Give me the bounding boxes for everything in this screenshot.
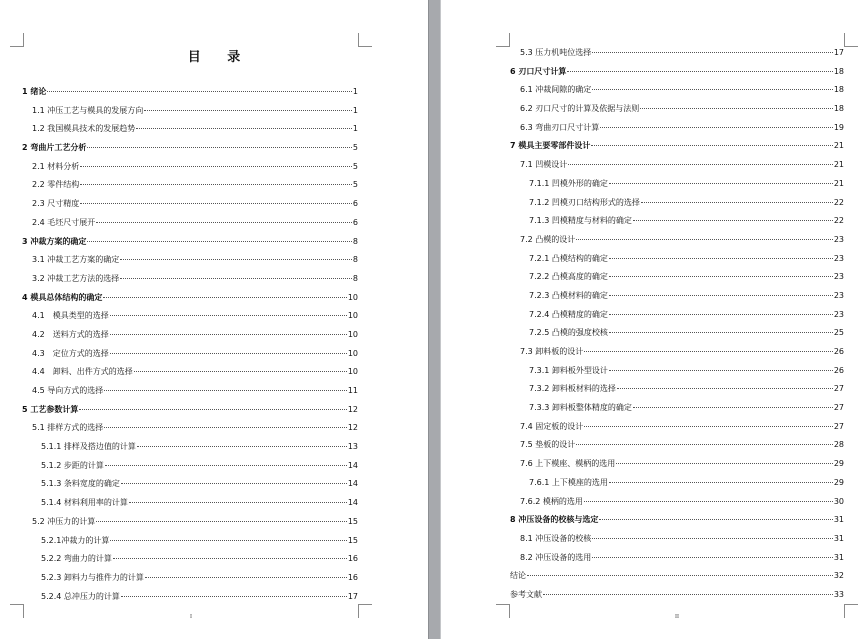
toc-page-number: 16	[347, 572, 358, 582]
toc-dot-leader	[110, 540, 346, 541]
document-page-left	[0, 0, 428, 639]
toc-entry-label: 7.1.1 凹模外形的确定	[529, 178, 608, 188]
toc-entry-label: 2.1 材料分析	[32, 161, 80, 171]
toc-dot-leader	[120, 278, 352, 279]
toc-page-number: 6	[352, 199, 358, 209]
toc-page-number: 12	[347, 404, 358, 414]
toc-dot-leader	[609, 295, 833, 296]
toc-entry-label: 3.2 冲裁工艺方法的选择	[32, 273, 120, 283]
toc-entry-label: 3 冲裁方案的确定	[22, 236, 87, 246]
toc-entry-label: 5.2.1冲裁力的计算	[41, 535, 110, 545]
toc-entry[interactable]	[22, 382, 358, 401]
toc-page-number: 5	[352, 161, 358, 171]
toc-entry[interactable]	[22, 120, 358, 139]
toc-entry[interactable]	[22, 139, 358, 158]
toc-page-number: 8	[352, 255, 358, 265]
toc-entry-label: 5.2.2 弯曲力的计算	[41, 554, 112, 564]
toc-dot-leader	[120, 259, 352, 260]
toc-entry[interactable]	[22, 345, 358, 364]
toc-entry-label: 1.2 我国模具技术的发展趋势	[32, 124, 136, 134]
document-page-right	[441, 0, 858, 639]
toc-entry[interactable]	[22, 419, 358, 438]
toc-entry[interactable]	[510, 324, 844, 343]
toc-dot-leader	[609, 370, 833, 371]
toc-entry-label: 7 模具主要零部件设计	[510, 141, 591, 151]
toc-page-number: 10	[347, 329, 358, 339]
toc-entry[interactable]	[510, 63, 844, 82]
toc-page-number: 8	[352, 273, 358, 283]
toc-dot-leader	[527, 575, 833, 576]
toc-entry[interactable]	[22, 457, 358, 476]
toc-entry[interactable]	[510, 511, 844, 530]
toc-entry[interactable]	[510, 194, 844, 213]
toc-page-number: 18	[833, 85, 844, 95]
toc-entry[interactable]	[22, 513, 358, 532]
toc-page-number: 23	[833, 234, 844, 244]
crop-mark-top-right	[844, 33, 858, 47]
toc-dot-leader	[87, 147, 352, 148]
toc-entry[interactable]	[510, 268, 844, 287]
toc-dot-leader	[110, 334, 347, 335]
toc-page-number: 10	[347, 311, 358, 321]
toc-entry[interactable]	[22, 195, 358, 214]
toc-dot-leader	[592, 557, 833, 558]
toc-entry[interactable]	[22, 233, 358, 252]
toc-entry[interactable]	[510, 567, 844, 586]
toc-entry[interactable]	[510, 137, 844, 156]
toc-dot-leader	[592, 538, 833, 539]
toc-entry-label: 7.3.2 卸料板材料的选择	[529, 384, 616, 394]
toc-entry[interactable]	[510, 549, 844, 568]
toc-page-number: 14	[347, 460, 358, 470]
toc-entry[interactable]	[510, 100, 844, 119]
toc-entry-label: 7.6.2 模柄的选用	[520, 496, 583, 506]
toc-entry-label: 8 冲压设备的校核与选定	[510, 515, 599, 525]
toc-entry-label: 5.2.4 总冲压力的计算	[41, 591, 120, 601]
toc-entry-label: 4.4 卸料、出件方式的选择	[32, 367, 133, 377]
toc-entry[interactable]	[22, 307, 358, 326]
toc-entry-label: 7.1 凹模设计	[520, 160, 568, 170]
toc-page-number: 15	[347, 516, 358, 526]
toc-entry[interactable]	[22, 251, 358, 270]
toc-entry[interactable]	[22, 494, 358, 513]
page-number-footer: II	[675, 614, 679, 620]
toc-dot-leader	[609, 332, 833, 333]
toc-entry[interactable]	[510, 81, 844, 100]
toc-dot-leader	[617, 388, 833, 389]
toc-page-number: 1	[352, 105, 358, 115]
toc-entry-label: 7.2 凸模的设计	[520, 234, 576, 244]
toc-page-number: 19	[833, 122, 844, 132]
toc-dot-leader	[609, 258, 833, 259]
toc-dot-leader	[103, 297, 346, 298]
toc-entry-label: 1.1 冲压工艺与模具的发展方向	[32, 105, 144, 115]
toc-page-number: 12	[347, 423, 358, 433]
toc-entry[interactable]	[510, 530, 844, 549]
toc-entry[interactable]	[510, 362, 844, 381]
toc-dot-leader	[110, 353, 347, 354]
toc-entry[interactable]	[22, 214, 358, 233]
toc-entry-label: 5 工艺参数计算	[22, 404, 79, 414]
toc-entry[interactable]	[22, 289, 358, 308]
toc-entry[interactable]	[510, 455, 844, 474]
toc-dot-leader	[567, 71, 832, 72]
toc-entry-label: 6.2 刃口尺寸的计算及依据与法则	[520, 104, 640, 114]
toc-dot-leader	[96, 521, 347, 522]
toc-page-number: 29	[833, 477, 844, 487]
toc-entry-label: 7.5 垫板的设计	[520, 440, 576, 450]
toc-entry-label: 5.3 压力机吨位选择	[520, 48, 592, 57]
toc-dot-leader	[121, 483, 347, 484]
toc-page-number: 32	[833, 571, 844, 581]
page-gutter	[428, 0, 441, 639]
toc-entry-label: 2.4 毛坯尺寸展开	[32, 217, 96, 227]
toc-entry-label: 2 弯曲片工艺分析	[22, 143, 87, 153]
toc-dot-leader	[641, 202, 833, 203]
toc-dot-leader	[80, 166, 352, 167]
page-number-footer: I	[190, 614, 192, 620]
toc-page-number: 21	[833, 160, 844, 170]
toc-entry-label: 2.3 尺寸精度	[32, 199, 80, 209]
toc-entry-label: 4.2 送料方式的选择	[32, 329, 109, 339]
toc-dot-leader	[80, 203, 352, 204]
toc-title: 目 录	[187, 50, 252, 65]
toc-page-number: 18	[833, 66, 844, 76]
toc-dot-leader	[79, 409, 346, 410]
toc-dot-leader	[543, 594, 833, 595]
toc-dot-leader	[104, 390, 347, 391]
toc-entry[interactable]	[510, 493, 844, 512]
toc-dot-leader	[640, 108, 833, 109]
toc-dot-leader	[576, 444, 833, 445]
toc-entry[interactable]	[510, 380, 844, 399]
toc-entry[interactable]	[22, 569, 358, 588]
toc-entry[interactable]	[510, 586, 844, 605]
toc-page-number: 11	[347, 386, 358, 395]
toc-dot-leader	[137, 446, 347, 447]
toc-entry[interactable]	[510, 306, 844, 325]
toc-page-number: 15	[347, 535, 358, 545]
toc-page-number: 23	[833, 309, 844, 319]
toc-page-number: 26	[833, 365, 844, 375]
toc-dot-leader	[609, 183, 833, 184]
toc-entry-label: 1 绪论	[22, 87, 47, 96]
toc-entry-label: 7.6 上下模座、模柄的选用	[520, 459, 616, 469]
toc-entry-label: 5.1.4 材料利用率的计算	[41, 498, 128, 508]
toc-page-number: 14	[347, 479, 358, 489]
toc-dot-leader	[591, 145, 832, 146]
toc-entry[interactable]	[22, 326, 358, 345]
toc-dot-leader	[584, 501, 833, 502]
crop-mark-bottom-left	[496, 604, 510, 618]
toc-dot-leader	[599, 519, 832, 520]
toc-entry-label: 7.2.5 凸模的强度校核	[529, 328, 608, 338]
toc-entry-label: 7.2.3 凸模材料的确定	[529, 290, 608, 300]
toc-entry-label: 4.3 定位方式的选择	[32, 348, 109, 358]
toc-page-number: 31	[833, 533, 844, 543]
toc-entry-label: 5.1 排样方式的选择	[32, 423, 104, 433]
crop-mark-top-left	[10, 33, 24, 47]
toc-entry[interactable]	[22, 475, 358, 494]
toc-page-number: 21	[833, 141, 844, 151]
crop-mark-top-left	[496, 33, 510, 47]
toc-page-number: 17	[347, 591, 358, 601]
toc-page-number: 10	[347, 367, 358, 377]
toc-dot-leader	[145, 577, 347, 578]
toc-dot-leader	[592, 89, 833, 90]
toc-dot-leader	[592, 52, 833, 53]
toc-dot-leader	[584, 426, 833, 427]
toc-page-number: 23	[833, 253, 844, 263]
toc-page-number: 22	[833, 216, 844, 226]
toc-entry-label: 4 模具总体结构的确定	[22, 292, 103, 302]
toc-dot-leader	[113, 558, 347, 559]
toc-dot-leader	[134, 371, 347, 372]
toc-entry-label: 5.1.3 条料宽度的确定	[41, 479, 120, 489]
toc-page-number: 14	[347, 498, 358, 508]
toc-page-number: 13	[347, 442, 358, 452]
crop-mark-top-right	[358, 33, 372, 47]
toc-entry[interactable]	[510, 212, 844, 231]
toc-page-number: 16	[347, 554, 358, 564]
toc-entry[interactable]	[510, 343, 844, 362]
toc-entry[interactable]	[22, 270, 358, 289]
toc-list-right	[510, 44, 844, 605]
toc-page-number: 31	[833, 515, 844, 525]
toc-entry-label: 2.2 零件结构	[32, 180, 80, 190]
toc-entry[interactable]	[22, 532, 358, 551]
toc-dot-leader	[47, 91, 352, 92]
toc-dot-leader	[144, 110, 352, 111]
toc-dot-leader	[633, 407, 833, 408]
toc-page-number: 23	[833, 290, 844, 300]
toc-entry-label: 7.2.2 凸模高度的确定	[529, 272, 608, 282]
toc-entry-label: 结论	[510, 571, 526, 581]
toc-entry-label: 6.1 冲裁间隙的确定	[520, 85, 592, 95]
toc-entry[interactable]	[22, 550, 358, 569]
toc-page-number: 31	[833, 552, 844, 562]
toc-dot-leader	[633, 220, 833, 221]
toc-page-number: 29	[833, 459, 844, 469]
toc-entry-label: 5.1.2 步距的计算	[41, 460, 104, 470]
toc-entry[interactable]	[510, 250, 844, 269]
toc-entry[interactable]	[510, 287, 844, 306]
toc-page-number: 6	[352, 217, 358, 227]
toc-page-number: 28	[833, 440, 844, 450]
toc-page-number: 22	[833, 197, 844, 207]
toc-entry[interactable]	[510, 399, 844, 418]
toc-entry[interactable]	[510, 474, 844, 493]
toc-page-number: 17	[833, 48, 844, 57]
toc-entry[interactable]	[510, 418, 844, 437]
toc-entry[interactable]	[22, 588, 358, 607]
toc-entry-label: 6 刃口尺寸计算	[510, 66, 567, 76]
toc-entry[interactable]	[22, 176, 358, 195]
toc-entry[interactable]	[22, 363, 358, 382]
toc-page-number: 30	[833, 496, 844, 506]
toc-entry[interactable]	[510, 231, 844, 250]
toc-page-number: 5	[352, 180, 358, 190]
toc-entry-label: 7.3.3 卸料板整体精度的确定	[529, 403, 632, 413]
toc-dot-leader	[609, 276, 833, 277]
toc-page-number: 23	[833, 272, 844, 282]
crop-mark-bottom-right	[844, 604, 858, 618]
toc-entry[interactable]	[22, 83, 358, 102]
toc-entry[interactable]	[22, 102, 358, 121]
toc-page-number: 1	[352, 124, 358, 134]
toc-entry-label: 参考文献	[510, 589, 542, 599]
toc-page-number: 10	[347, 348, 358, 358]
toc-dot-leader	[600, 127, 833, 128]
toc-entry-label: 7.1.2 凹模刃口结构形式的选择	[529, 197, 640, 207]
toc-entry-label: 5.2.3 卸料力与推件力的计算	[41, 572, 144, 582]
toc-page-number: 27	[833, 384, 844, 394]
toc-page-number: 21	[833, 178, 844, 188]
toc-entry-label: 7.6.1 上下模座的选用	[529, 477, 608, 487]
toc-dot-leader	[96, 222, 352, 223]
toc-entry-label: 7.3.1 卸料板外型设计	[529, 365, 608, 375]
toc-entry-label: 8.1 冲压设备的校核	[520, 533, 592, 543]
toc-page-number: 8	[352, 236, 358, 246]
toc-dot-leader	[609, 314, 833, 315]
toc-entry-label: 5.2 冲压力的计算	[32, 516, 96, 526]
toc-entry[interactable]	[510, 175, 844, 194]
toc-dot-leader	[121, 596, 347, 597]
toc-dot-leader	[87, 241, 352, 242]
toc-page-number: 25	[833, 328, 844, 338]
toc-page-number: 27	[833, 421, 844, 431]
toc-entry-label: 5.1.1 排样及搭边值的计算	[41, 442, 136, 452]
toc-dot-leader	[105, 465, 347, 466]
toc-entry-label: 6.3 弯曲刃口尺寸计算	[520, 122, 600, 132]
toc-list-left	[22, 83, 358, 606]
toc-dot-leader	[568, 164, 833, 165]
toc-dot-leader	[110, 315, 347, 316]
toc-page-number: 27	[833, 403, 844, 413]
toc-page-number: 10	[347, 292, 358, 302]
toc-page-number: 26	[833, 347, 844, 356]
toc-entry[interactable]	[510, 119, 844, 138]
toc-entry-label: 4.5 导向方式的选择	[32, 386, 104, 395]
toc-entry-label: 7.2.4 凸模精度的确定	[529, 309, 608, 319]
toc-dot-leader	[576, 239, 833, 240]
toc-entry-label: 7.2.1 凸模结构的确定	[529, 253, 608, 263]
toc-entry[interactable]	[22, 158, 358, 177]
toc-entry-label: 4.1 模具类型的选择	[32, 311, 109, 321]
toc-entry-label: 3.1 冲裁工艺方案的确定	[32, 255, 120, 265]
toc-entry[interactable]	[22, 438, 358, 457]
toc-page-number: 18	[833, 104, 844, 114]
toc-entry-label: 7.4 固定板的设计	[520, 421, 584, 431]
toc-entry-label: 7.1.3 凹模精度与材料的确定	[529, 216, 632, 226]
toc-entry[interactable]	[22, 401, 358, 420]
toc-dot-leader	[80, 184, 352, 185]
toc-dot-leader	[584, 351, 833, 352]
toc-dot-leader	[609, 482, 833, 483]
toc-dot-leader	[129, 502, 347, 503]
toc-dot-leader	[616, 463, 833, 464]
toc-page-number: 1	[352, 87, 358, 96]
toc-entry[interactable]	[510, 156, 844, 175]
toc-dot-leader	[104, 427, 347, 428]
toc-dot-leader	[136, 128, 352, 129]
toc-entry[interactable]	[510, 44, 844, 63]
toc-page-number: 33	[833, 589, 844, 599]
toc-entry-label: 7.3 卸料板的设计	[520, 347, 584, 356]
toc-entry[interactable]	[510, 436, 844, 455]
crop-mark-bottom-right	[358, 604, 372, 618]
toc-page-number: 5	[352, 143, 358, 153]
toc-entry-label: 8.2 冲压设备的选用	[520, 552, 592, 562]
